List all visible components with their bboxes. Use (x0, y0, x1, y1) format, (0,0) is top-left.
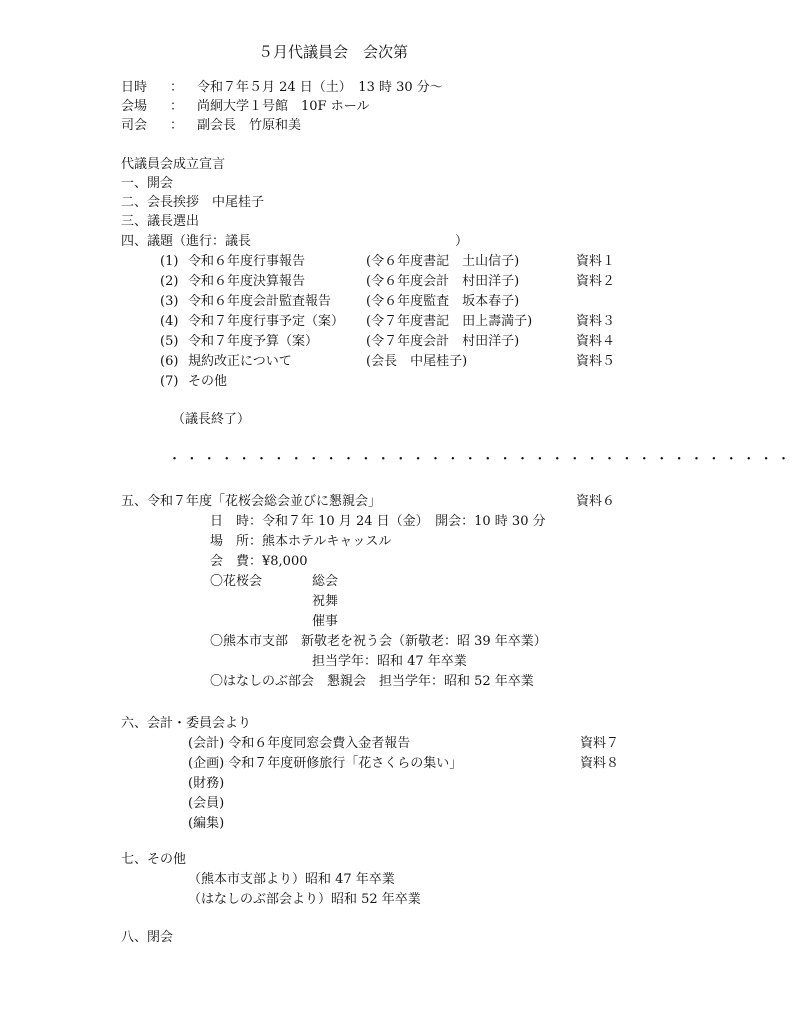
hanazakura-item: 催事 (312, 614, 339, 629)
agenda-doc: 資料３ (576, 314, 616, 329)
kumamoto-branch-line: 〇熊本市支部 新敬老を祝う会（新敬老：昭 39 年卒業） (210, 634, 547, 649)
agenda-title: 令和６年度行事報告 (188, 254, 306, 269)
item-closing: 八、閉会 (121, 930, 174, 945)
agenda-title: 令和６年度会計監査報告 (188, 294, 332, 309)
agenda-title: 令和７年度行事予定（案） (188, 314, 345, 329)
committee-row: (編集) (188, 816, 225, 831)
agenda-num: (5) (160, 334, 179, 349)
dotted-separator: ・・・・・・・・・・・・・・・・・・・・・・・・・・・・・・・・・・・・ (168, 452, 794, 467)
item-general-meeting-heading: 五、令和７年度「花桜会総会並びに懇親会」 (121, 494, 382, 509)
meeting-fee-line: 会 費：¥8,000 (210, 554, 308, 569)
agenda-num: (3) (160, 294, 179, 309)
committee-row: (企画) 令和７年度研修旅行「花さくらの集い」 (188, 756, 463, 771)
agenda-person: (令６年度会計 村田洋子) (366, 274, 520, 289)
agenda-num: (2) (160, 274, 179, 289)
item-opening: 一、開会 (121, 176, 174, 191)
opening-declaration: 代議員会成立宣言 (121, 157, 226, 172)
item-president-greeting: 二、会長挨拶 中尾桂子 (121, 195, 265, 210)
item-chair-election: 三、議長選出 (121, 214, 200, 229)
venue-value: 尚絅大学１号館 10F ホール (197, 99, 370, 114)
hanazakura-item: 総会 (312, 574, 339, 589)
other-row: （熊本市支部より）昭和 47 年卒業 (188, 872, 395, 887)
committee-doc: 資料７ (580, 736, 620, 751)
chair-end-note: （議長終了） (172, 412, 251, 427)
hanashinobu-line: 〇はなしのぶ部会 懇親会 担当学年：昭和 52 年卒業 (210, 674, 534, 689)
meeting-place-line: 場 所：熊本ホテルキャッスル (210, 534, 392, 549)
agenda-title: 令和７年度予算（案） (188, 334, 319, 349)
item-other-heading: 七、その他 (121, 852, 187, 867)
venue-label: 会場 (121, 99, 148, 114)
date-value: 令和７年５月 24 日（土） 13 時 30 分～ (197, 80, 443, 95)
agenda-doc: 資料４ (576, 334, 616, 349)
item-general-meeting-doc: 資料６ (576, 494, 616, 509)
hanazakura-label: 〇花桜会 (210, 574, 263, 589)
meeting-date-line: 日 時：令和７年 10 月 24 日（金） 開会：10 時 30 分 (210, 514, 546, 529)
agenda-num: (4) (160, 314, 179, 329)
agenda-title: その他 (188, 374, 228, 389)
other-row: （はなしのぶ部会より）昭和 52 年卒業 (188, 892, 421, 907)
agenda-doc: 資料５ (576, 354, 616, 369)
agenda-title: 規約改正について (188, 354, 292, 369)
committee-doc: 資料８ (580, 756, 620, 771)
agenda-num: (6) (160, 354, 179, 369)
agenda-doc: 資料２ (576, 274, 616, 289)
kumamoto-branch-sub: 担当学年：昭和 47 年卒業 (312, 654, 467, 669)
date-label: 日時 (121, 80, 148, 95)
mc-label: 司会 (121, 118, 148, 133)
agenda-num: (1) (160, 254, 179, 269)
agenda-title: 令和６年度決算報告 (188, 274, 306, 289)
committee-row: (財務) (188, 776, 225, 791)
item-agenda-heading: 四、議題（進行：議長 (121, 234, 252, 249)
agenda-person: (令６年度監査 坂本春子) (366, 294, 520, 309)
agenda-person: (会長 中尾桂子) (366, 354, 468, 369)
mc-value: 副会長 竹原和美 (197, 118, 302, 133)
agenda-num: (7) (160, 374, 179, 389)
item-agenda-heading-close: ） (455, 234, 469, 249)
page-title: ５月代議員会 会次第 (258, 43, 409, 61)
item-committee-heading: 六、会計・委員会より (121, 716, 252, 731)
committee-row: (会員) (188, 796, 225, 811)
agenda-doc: 資料１ (576, 254, 616, 269)
agenda-person: (令７年度書記 田上壽満子) (366, 314, 533, 329)
venue-sep: ： (170, 99, 184, 114)
agenda-person: (令７年度会計 村田洋子) (366, 334, 520, 349)
hanazakura-item: 祝舞 (312, 594, 339, 609)
date-sep: ： (170, 80, 184, 95)
agenda-person: (令６年度書記 土山信子) (366, 254, 520, 269)
committee-row: (会計) 令和６年度同窓会費入金者報告 (188, 736, 411, 751)
mc-sep: ： (170, 118, 184, 133)
